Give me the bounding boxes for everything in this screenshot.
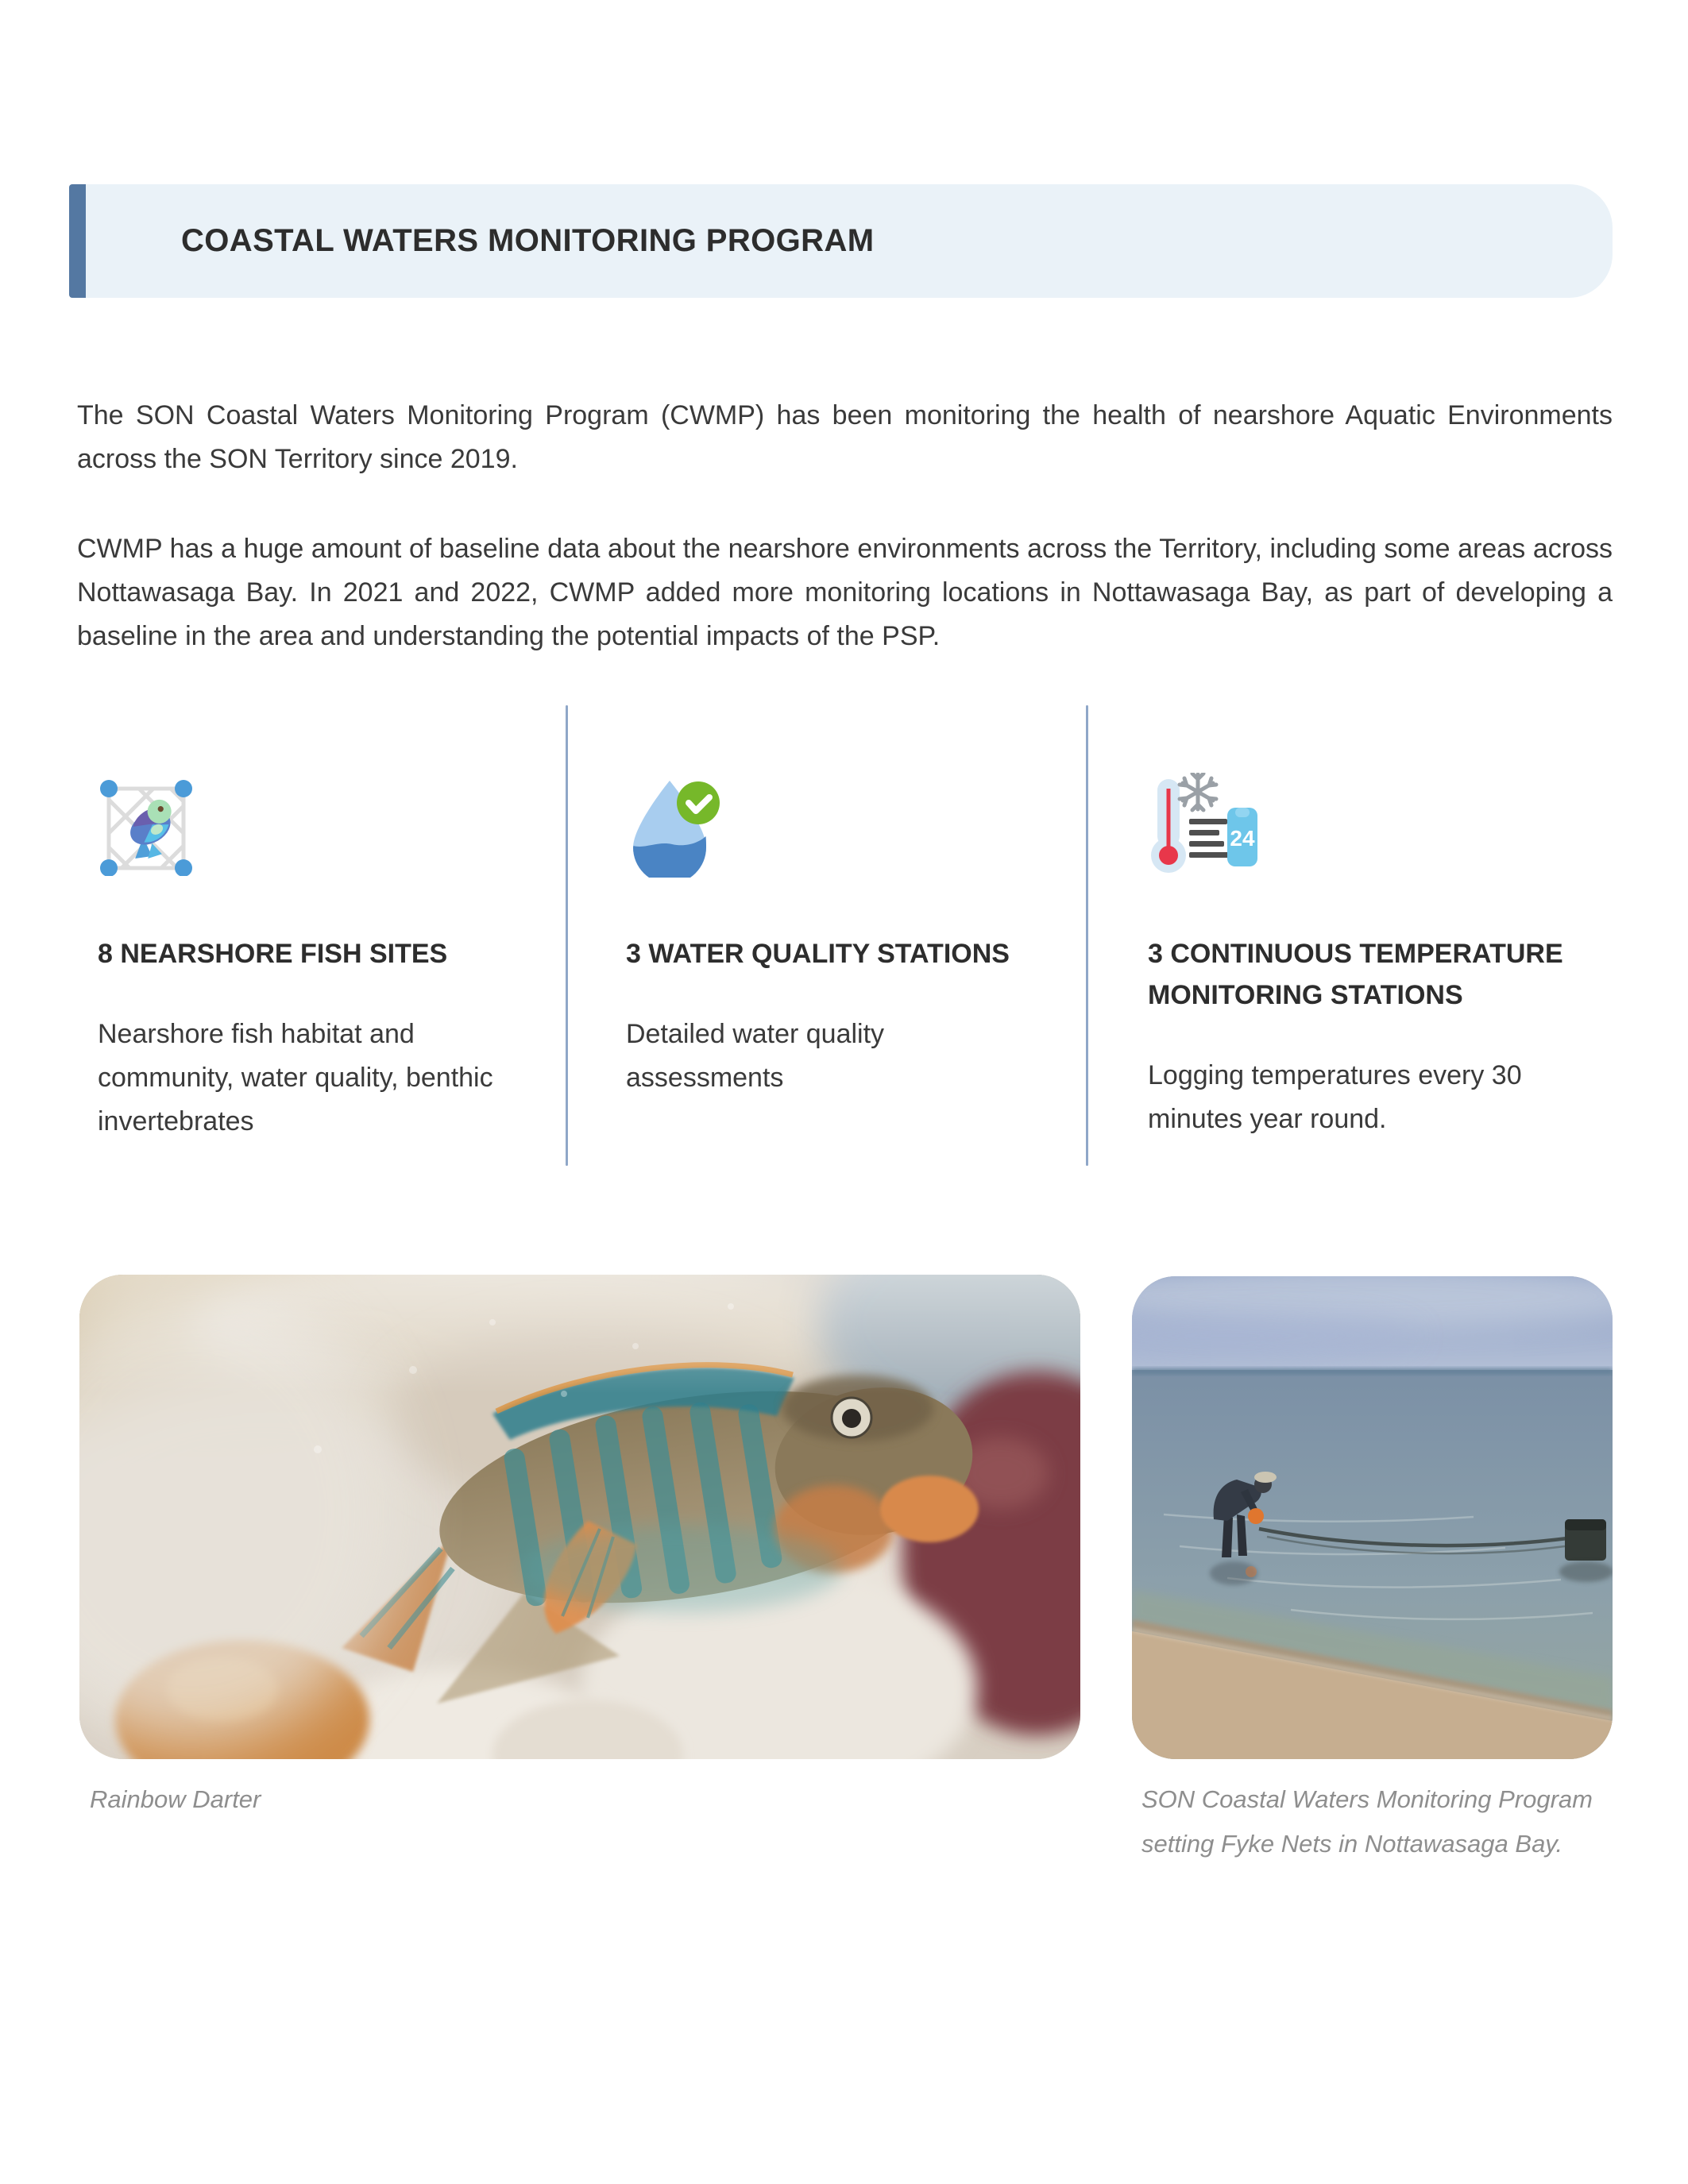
left-photo-caption: Rainbow Darter bbox=[90, 1785, 261, 1813]
stat-water-quality-stations bbox=[626, 773, 1045, 1100]
thermometer-snowflake-log-icon bbox=[1148, 773, 1613, 876]
snowflake-glyph bbox=[1180, 774, 1216, 810]
right-photo-caption: SON Coastal Waters Monitoring Program setting Fyke Nets in Nottawasaga Bay. bbox=[1141, 1785, 1593, 1858]
intro-paragraph-1: The SON Coastal Waters Monitoring Program (CWMP) has been monitoring the health of nearshore Aquatic Environments across the SON Territory since 2019. bbox=[77, 400, 1613, 474]
stat-body: Detailed water quality assessments bbox=[626, 1019, 885, 1093]
stat-temperature-stations bbox=[1148, 773, 1613, 1141]
intro-paragraph-2: CWMP has a huge amount of baseline data about the nearshore environments across the Territory, including some areas across Nottawasaga Bay. In 2021 and 2022, CWMP added more monitoring locations in Nottawasaga Bay, as part of developing a baseline in the area and understanding the potential impacts of the PSP. bbox=[77, 534, 1613, 651]
stat-nearshore-fish-sites bbox=[98, 773, 531, 1144]
stat-body: Nearshore fish habitat and community, water quality, benthic invertebrates bbox=[98, 1019, 493, 1136]
fish-glyph bbox=[115, 795, 189, 866]
log-lines-glyph bbox=[1189, 819, 1232, 858]
fish-in-net-icon bbox=[98, 773, 531, 876]
tag-24-label: 24 bbox=[1230, 826, 1255, 851]
rainbow-darter-photo bbox=[79, 1275, 1080, 1759]
stat-heading: 8 NEARSHORE FISH SITES bbox=[98, 939, 448, 969]
hat bbox=[1254, 1472, 1277, 1483]
section-banner bbox=[69, 184, 1613, 298]
stat-heading: 3 CONTINUOUS TEMPERATURE MONITORING STATIONS bbox=[1148, 939, 1563, 1010]
column-divider bbox=[566, 705, 568, 1166]
fyke-net-photo bbox=[1132, 1276, 1613, 1759]
orange-chin bbox=[880, 1476, 979, 1542]
column-divider bbox=[1086, 705, 1088, 1166]
orange-gear bbox=[1248, 1508, 1264, 1524]
banner-accent-bar bbox=[69, 184, 86, 298]
stat-body: Logging temperatures every 30 minutes year round. bbox=[1148, 1060, 1522, 1134]
water-drop-check-icon bbox=[626, 773, 1045, 876]
stat-heading: 3 WATER QUALITY STATIONS bbox=[626, 939, 1010, 969]
horizon-line bbox=[1132, 1368, 1613, 1374]
page-title: COASTAL WATERS MONITORING PROGRAM bbox=[181, 223, 875, 258]
